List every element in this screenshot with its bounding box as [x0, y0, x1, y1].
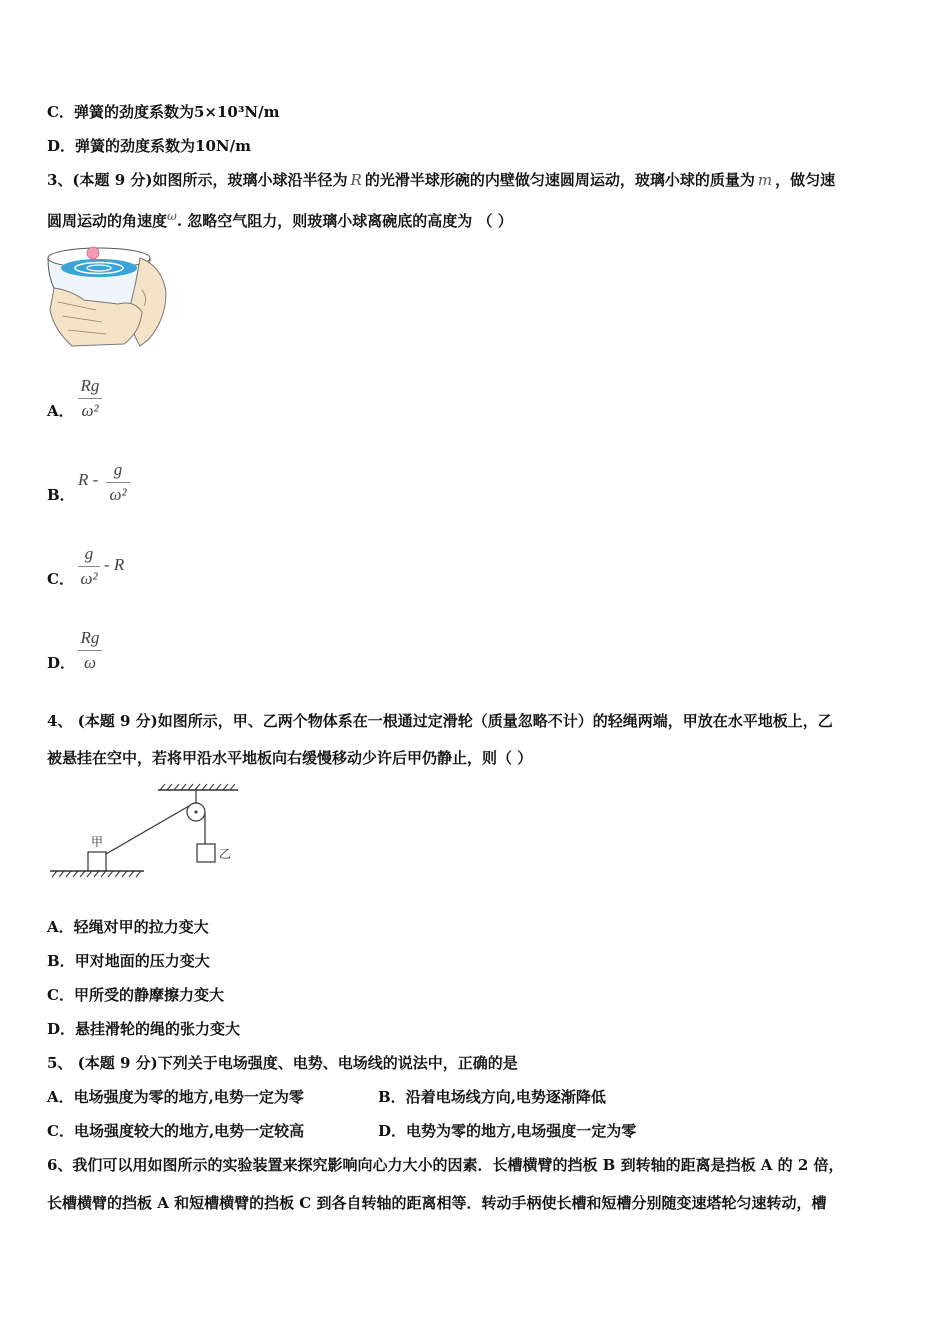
option-label: B．	[378, 1088, 406, 1106]
numerator: g	[84, 544, 94, 563]
option-text: 弹簧的劲度系数为10N/m	[75, 137, 251, 155]
option-label: C．	[47, 103, 74, 121]
fraction-bar	[78, 650, 102, 651]
q3-option-b	[47, 485, 75, 505]
q3-option-d	[47, 653, 75, 673]
q4-option-b	[47, 951, 210, 971]
option-text: 电势为零的地方,电场强度一定为零	[406, 1122, 637, 1140]
option-label: C．	[47, 986, 74, 1004]
option-label: D．	[378, 1122, 407, 1140]
q2-option-c	[47, 102, 279, 122]
q3-option-b-prefix: R -	[78, 470, 99, 489]
q5-option-a	[47, 1087, 304, 1107]
fraction-bar	[78, 566, 100, 567]
q3-text: 圆周运动的角速度	[47, 212, 168, 230]
variable-m: m	[757, 171, 773, 189]
denominator: ω²	[81, 401, 99, 420]
option-text: 轻绳对甲的拉力变大	[73, 918, 209, 936]
option-label: C．	[47, 570, 74, 588]
option-label: D．	[47, 137, 76, 155]
option-label: C．	[47, 1122, 74, 1140]
q4-stem-line2: 被悬挂在空中，若将甲沿水平地板向右缓慢移动少许后甲仍静止，则（ ）	[47, 749, 533, 767]
denominator: ω²	[80, 569, 98, 588]
option-text: 电场强度较大的地方,电势一定较高	[73, 1122, 305, 1140]
option-label: D．	[47, 1020, 76, 1038]
pulley-figure	[46, 782, 246, 882]
q3-text: 3、(本题 9 分)如图所示，玻璃小球沿半径为	[47, 171, 348, 189]
label-yi: 乙	[219, 847, 232, 861]
denominator: ω²	[109, 485, 127, 504]
q3-stem-line1	[47, 170, 835, 190]
q4-option-d	[47, 1019, 240, 1039]
option-text: 弹簧的劲度系数为5×10³N/m	[73, 103, 280, 121]
q3-text: 的光滑半球形碗的内壁做匀速圆周运动，玻璃小球的质量为	[364, 171, 755, 189]
option-label: A．	[47, 402, 74, 420]
denominator: ω	[83, 653, 96, 672]
q5-option-d	[378, 1121, 636, 1141]
q3-option-a	[47, 401, 74, 421]
q6-stem-line1: 6、我们可以用如图所示的实验装置来探究影响向心力大小的因素．长槽横臂的挡板 B 到转轴的距离是挡板 A 的 2 倍，	[47, 1156, 844, 1174]
q5-option-b	[378, 1087, 606, 1107]
q4-option-a	[47, 917, 209, 937]
fraction-bar	[78, 398, 102, 399]
q6-stem-line2: 长槽横臂的挡板 A 和短槽横臂的挡板 C 到各自转轴的距离相等．转动手柄使长槽和短槽分别随变速塔轮匀速转动，槽	[47, 1194, 827, 1212]
variable-omega: ω	[167, 209, 177, 223]
q3-option-c-suffix: - R	[104, 555, 125, 574]
option-text: 电场强度为零的地方,电势一定为零	[73, 1088, 304, 1106]
q5-option-c	[47, 1121, 304, 1141]
option-label: D．	[47, 654, 76, 672]
fraction-bar	[106, 482, 130, 483]
label-jia: 甲	[91, 835, 104, 849]
bowl-figure	[44, 240, 168, 348]
q3-option-b-fraction	[106, 460, 130, 505]
q3-option-c-fraction	[78, 544, 100, 589]
q3-option-a-fraction	[78, 376, 102, 421]
q4-option-c	[47, 985, 224, 1005]
q3-stem-line2	[47, 206, 513, 231]
numerator: g	[113, 460, 123, 479]
option-label: B．	[47, 486, 75, 504]
q3-text: . 忽略空气阻力，则玻璃小球离碗底的高度为 （ ）	[176, 212, 513, 230]
option-label: A．	[47, 918, 74, 936]
option-label: B．	[47, 952, 75, 970]
numerator: Rg	[80, 628, 100, 647]
q4-stem-line1: 4、 (本题 9 分)如图所示，甲、乙两个物体系在一根通过定滑轮（质量忽略不计）的轻绳两端，甲放在水平地板上，乙	[47, 712, 833, 730]
option-label: A．	[47, 1088, 74, 1106]
q3-option-d-fraction	[78, 628, 102, 673]
q2-option-d	[47, 136, 251, 156]
q3-text: ，做匀速	[775, 171, 836, 189]
q3-option-c	[47, 569, 74, 589]
option-text: 甲对地面的压力变大	[74, 952, 210, 970]
option-text: 悬挂滑轮的绳的张力变大	[75, 1020, 241, 1038]
numerator: Rg	[80, 376, 100, 395]
option-text: 甲所受的静摩擦力变大	[73, 986, 224, 1004]
q5-stem: 5、 (本题 9 分)下列关于电场强度、电势、电场线的说法中，正确的是	[47, 1054, 518, 1072]
variable-r: R	[350, 171, 362, 189]
option-text: 沿着电场线方向,电势逐渐降低	[405, 1088, 606, 1106]
